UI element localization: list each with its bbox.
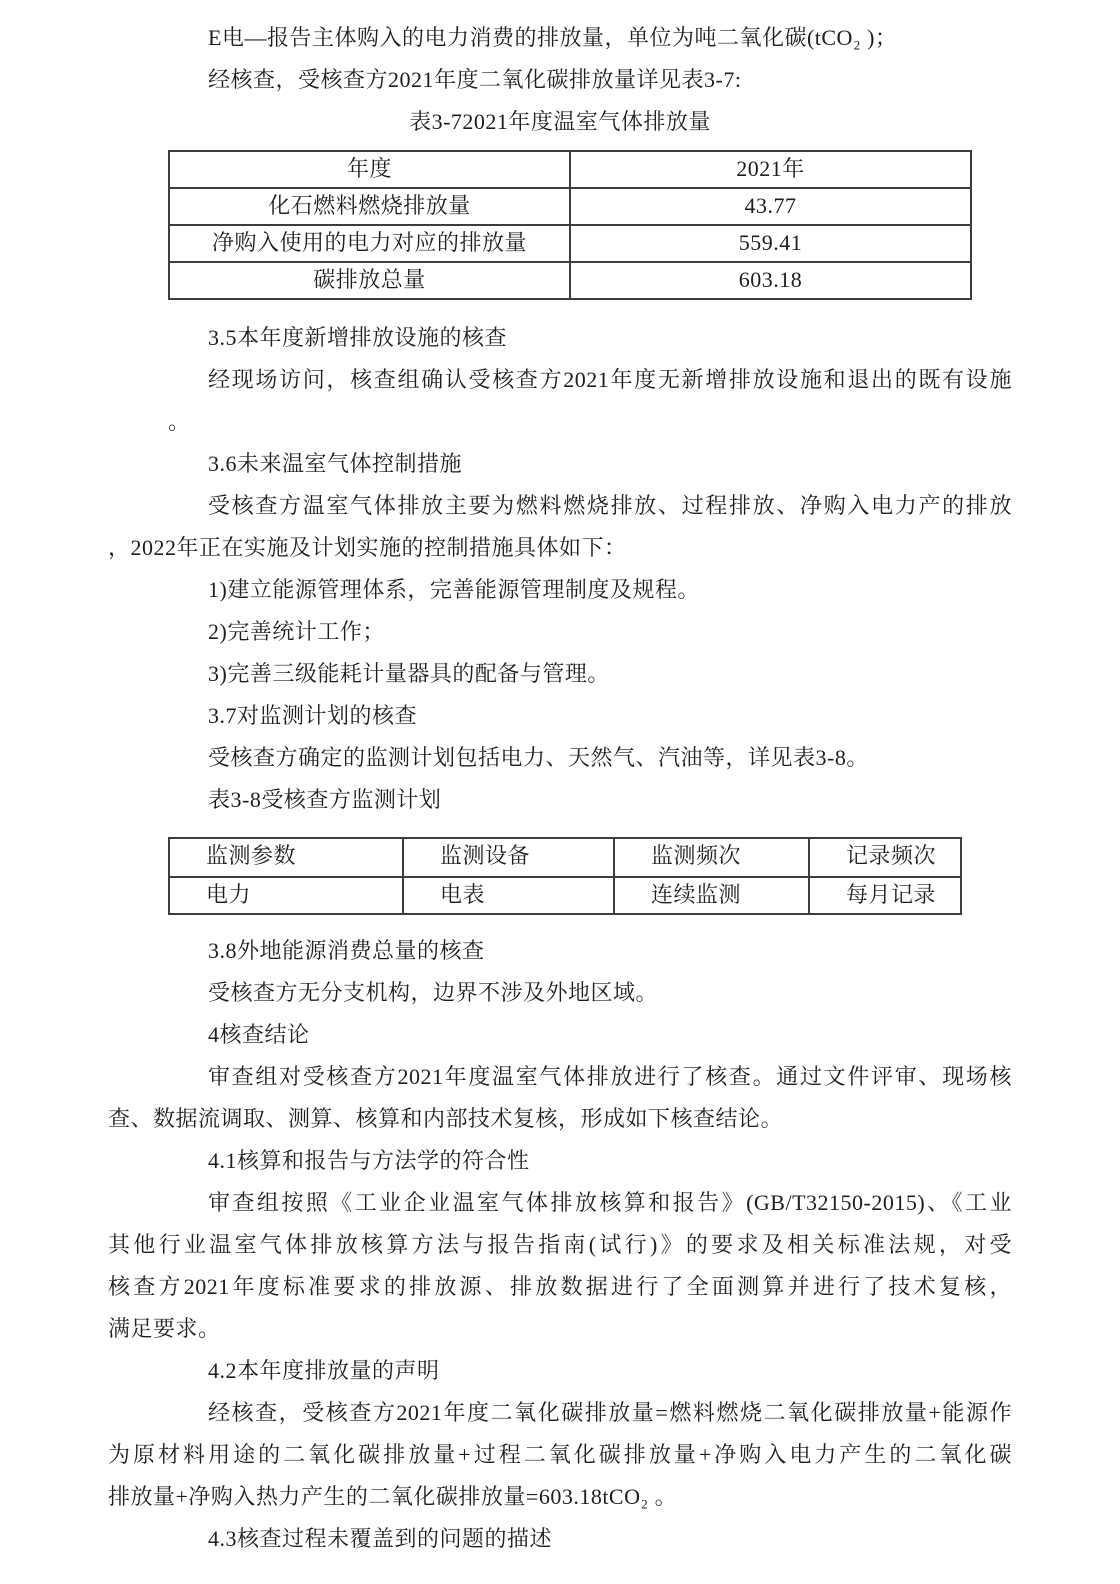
table-cell: 603.18 — [570, 262, 971, 299]
section-4-2-heading: 4.2本年度排放量的声明 — [208, 1358, 440, 1383]
emissions-table-3-7 — [168, 150, 972, 300]
section-4-paragraph-line-1: 审查组对受核查方2021年度温室气体排放进行了核查。通过文件评审、现场核 — [208, 1064, 1012, 1089]
table-cell: 年度 — [169, 151, 570, 188]
section-4-2-paragraph-line-1: 经核查，受核查方2021年度二氧化碳排放量=燃料燃烧二氧化碳排放量+能源作 — [208, 1400, 1012, 1425]
section-3-7-paragraph: 受核查方确定的监测计划包括电力、天然气、汽油等，详见表3-8。 — [208, 745, 869, 770]
table-cell: 电力 — [169, 877, 403, 914]
table-cell: 43.77 — [570, 188, 971, 225]
table-header-cell: 监测频次 — [614, 838, 809, 877]
intro-line-table-reference: 经核查，受核查方2021年度二氧化碳排放量详见表3-7: — [208, 67, 742, 92]
measure-item-1: 1)建立能源管理体系，完善能源管理制度及规程。 — [208, 577, 700, 602]
table-row — [169, 225, 971, 262]
section-4-2-paragraph-line-3: 排放量+净购入热力产生的二氧化碳排放量=603.18tCO₂ 。 — [108, 1484, 678, 1509]
table-3-8-caption: 表3-8受核查方监测计划 — [208, 787, 442, 812]
section-4-1-paragraph-line-3: 核查方2021年度标准要求的排放源、排放数据进行了全面测算并进行了技术复核， — [108, 1274, 1012, 1299]
table-cell: 连续监测 — [614, 877, 809, 914]
section-3-5-paragraph: 经现场访问，核查组确认受核查方2021年度无新增排放设施和退出的既有设施 — [208, 367, 1012, 392]
table-header-cell: 监测参数 — [169, 838, 403, 877]
measure-item-2: 2)完善统计工作； — [208, 619, 385, 644]
section-3-5-trailing-period: 。 — [168, 409, 191, 434]
table-row — [169, 188, 971, 225]
section-4-heading: 4核查结论 — [208, 1022, 310, 1047]
table-cell: 碳排放总量 — [169, 262, 570, 299]
table-row — [169, 877, 961, 914]
section-4-2-paragraph-line-2: 为原材料用途的二氧化碳排放量+过程二氧化碳排放量+净购入电力产生的二氧化碳 — [108, 1442, 1012, 1467]
section-4-paragraph-line-2: 查、数据流调取、测算、核算和内部技术复核，形成如下核查结论。 — [108, 1106, 784, 1131]
section-3-7-heading: 3.7对监测计划的核查 — [208, 703, 418, 728]
table-row — [169, 262, 971, 299]
section-3-6-heading: 3.6未来温室气体控制措施 — [208, 451, 463, 476]
table-cell: 2021年 — [570, 151, 971, 188]
table-cell: 559.41 — [570, 225, 971, 262]
intro-line-electricity: E电—报告主体购入的电力消费的排放量，单位为吨二氧化碳(tCO₂ )； — [208, 25, 898, 50]
section-4-1-paragraph-line-4: 满足要求。 — [108, 1316, 221, 1341]
table-cell: 化石燃料燃烧排放量 — [169, 188, 570, 225]
table-header-row — [169, 838, 961, 877]
table-3-7-caption: 表3-72021年度温室气体排放量 — [409, 109, 711, 134]
section-3-8-paragraph: 受核查方无分支机构，边界不涉及外地区域。 — [208, 980, 659, 1005]
section-3-8-heading: 3.8外地能源消费总量的核查 — [208, 938, 485, 963]
section-4-1-paragraph-line-2: 其他行业温室气体排放核算方法与报告指南(试行)》的要求及相关标准法规，对受 — [108, 1232, 1012, 1257]
table-cell: 电表 — [403, 877, 614, 914]
table-row — [169, 151, 971, 188]
measure-item-3: 3)完善三级能耗计量器具的配备与管理。 — [208, 661, 610, 686]
table-cell: 净购入使用的电力对应的排放量 — [169, 225, 570, 262]
table-cell: 每月记录 — [809, 877, 961, 914]
section-3-6-paragraph-line-1: 受核查方温室气体排放主要为燃料燃烧排放、过程排放、净购入电力产的排放 — [208, 493, 1012, 518]
section-3-5-heading: 3.5本年度新增排放设施的核查 — [208, 325, 508, 350]
section-4-3-heading: 4.3核查过程未覆盖到的问题的描述 — [208, 1526, 553, 1551]
section-4-1-paragraph-line-1: 审查组按照《工业企业温室气体排放核算和报告》(GB/T32150-2015)、《工业 — [208, 1190, 1012, 1215]
section-3-6-paragraph-line-2: ，2022年正在实施及计划实施的控制措施具体如下： — [108, 535, 627, 560]
monitoring-plan-table-3-8 — [168, 837, 962, 915]
table-header-cell: 监测设备 — [403, 838, 614, 877]
table-header-cell: 记录频次 — [809, 838, 961, 877]
section-4-1-heading: 4.1核算和报告与方法学的符合性 — [208, 1148, 530, 1173]
